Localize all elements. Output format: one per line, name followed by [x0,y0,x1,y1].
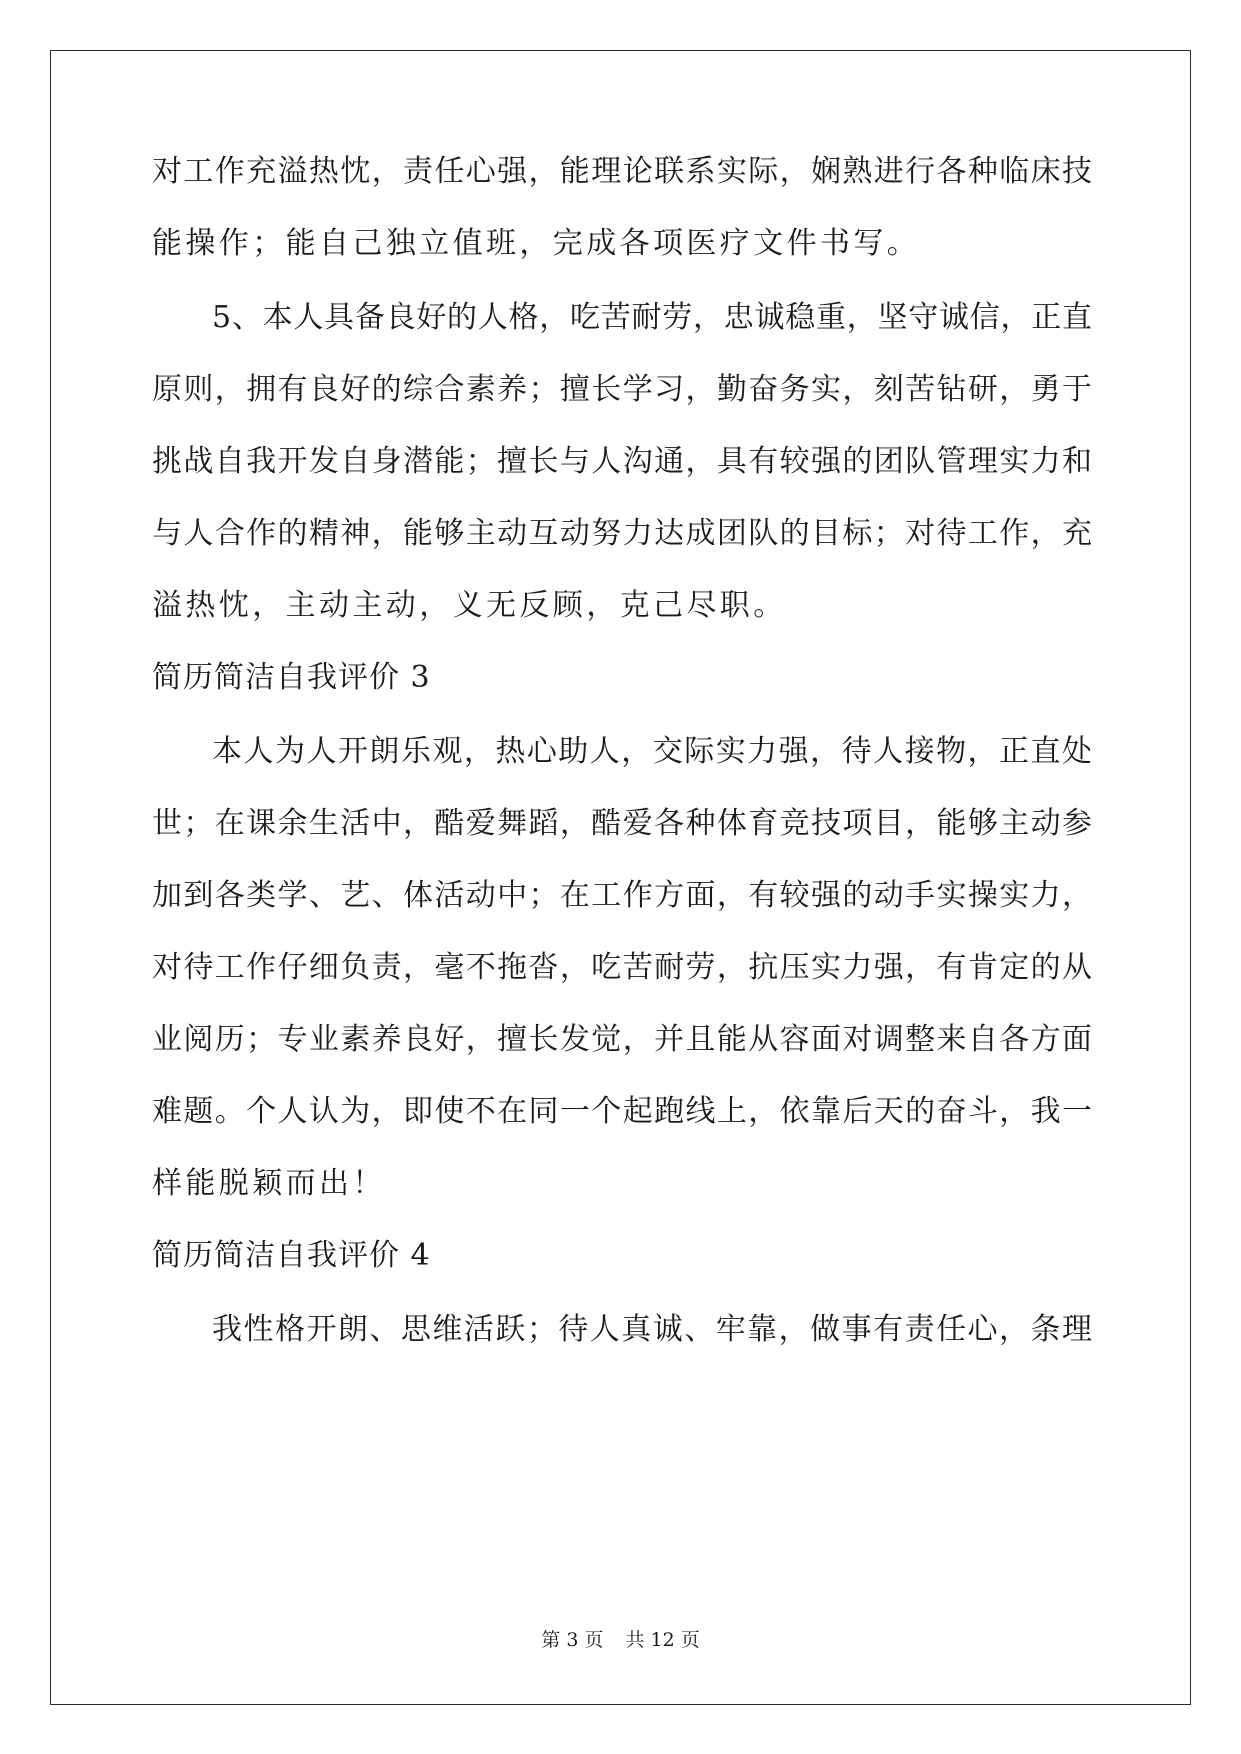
paragraph-line: 难题。个人认为，即使不在同一个起跑线上，依靠后天的奋斗，我一 [152,1094,1092,1129]
section-heading: 简历简洁自我评价 4 [152,1238,431,1273]
paragraph-line: 样能脱颖而出！ [152,1166,386,1201]
paragraph-line: 原则，拥有良好的综合素养；擅长学习，勤奋务实，刻苦钻研，勇于 [152,372,1092,407]
page-footer [0,1628,1241,1652]
paragraph-line: 5、本人具备良好的人格，吃苦耐劳，忠诚稳重，坚守诚信，正直 [212,300,1092,335]
paragraph-line: 本人为人开朗乐观，热心助人，交际实力强，待人接物，正直处 [212,734,1092,769]
paragraph-line: 对待工作仔细负责，毫不拖沓，吃苦耐劳，抗压实力强，有肯定的从 [152,950,1092,985]
page-total: 共 12 页 [625,1629,700,1651]
paragraph-line: 业阅历；专业素养良好，擅长发觉，并且能从容面对调整来自各方面 [152,1022,1092,1057]
paragraph-line: 我性格开朗、思维活跃；待人真诚、牢靠，做事有责任心，条理 [212,1312,1092,1347]
section-heading: 简历简洁自我评价 3 [152,660,431,695]
paragraph-line: 与人合作的精神，能够主动互动努力达成团队的目标；对待工作，充 [152,516,1092,551]
paragraph-line: 世；在课余生活中，酷爱舞蹈，酷爱各种体育竞技项目，能够主动参 [152,806,1092,841]
paragraph-line: 溢热忱，主动主动，义无反顾，克己尽职。 [152,588,787,623]
page-number: 第 3 页 [541,1629,604,1651]
paragraph-line: 对工作充溢热忱，责任心强，能理论联系实际，娴熟进行各种临床技 [152,154,1092,189]
paragraph-line: 加到各类学、艺、体活动中；在工作方面，有较强的动手实操实力， [152,878,1092,913]
paragraph-line: 能操作；能自己独立值班，完成各项医疗文件书写。 [152,226,921,261]
paragraph-line: 挑战自我开发自身潜能；擅长与人沟通，具有较强的团队管理实力和 [152,444,1092,479]
